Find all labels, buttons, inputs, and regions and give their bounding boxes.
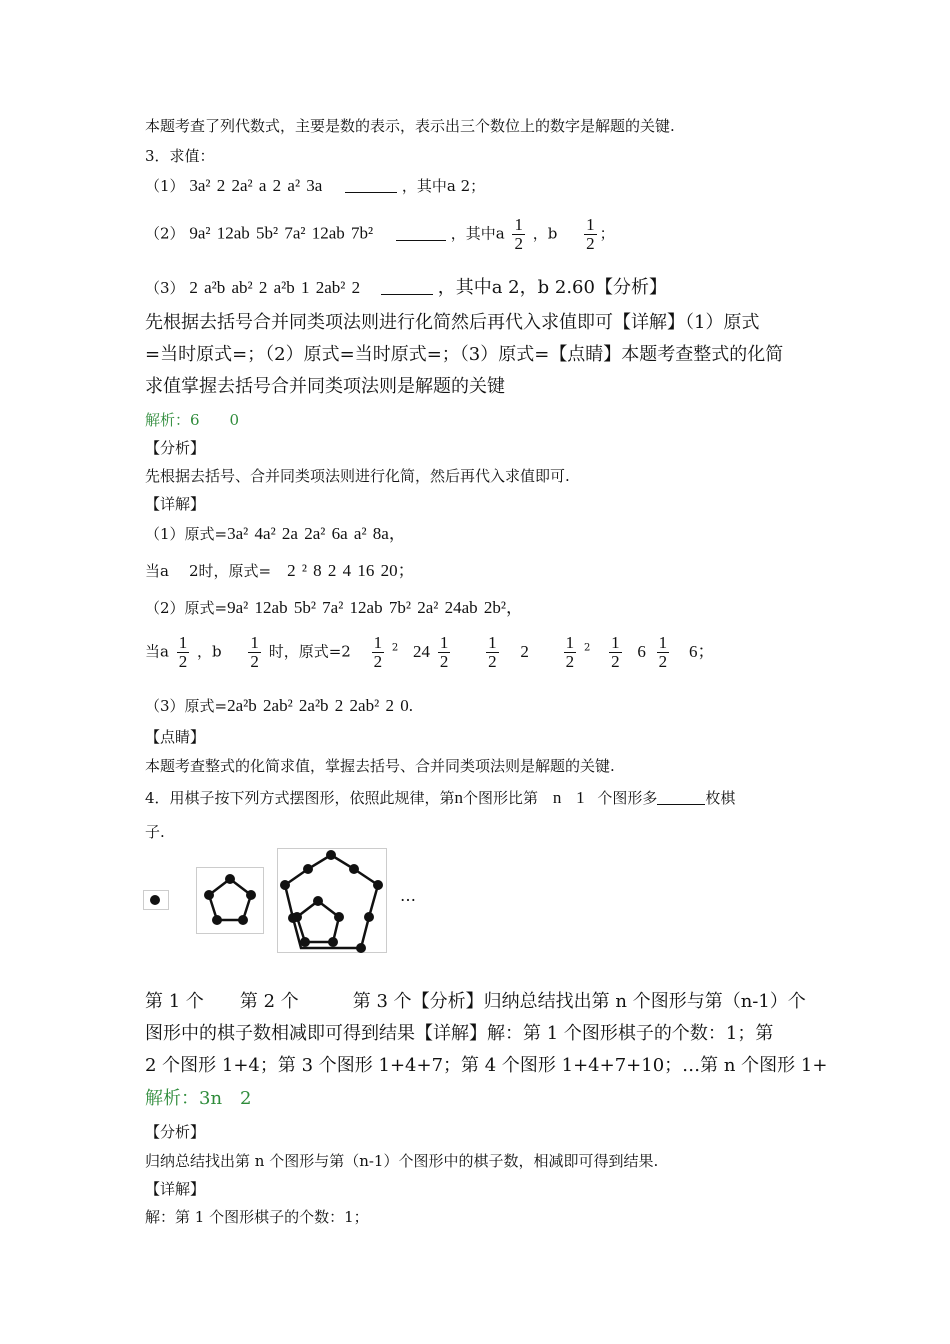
question-3-title: 3．求值： [145, 147, 215, 165]
fraction-half: $\frac{1}{2}$ [373, 633, 383, 671]
answer-blank [381, 280, 433, 295]
analysis-paragraph-4-line-2: 图形中的棋子数相减即可得到结果【详解】解：第 1 个图形棋子的个数：1；第 [145, 1023, 774, 1044]
answer-4: 解析：3n 2 [145, 1088, 252, 1109]
part-label: （1） [145, 177, 185, 195]
fraction-half: $\frac{1}{2}$ [488, 633, 497, 671]
condition: ，其中a 2，b 2.60【分析】 [437, 277, 667, 298]
pentagon-chess-figure [196, 867, 264, 934]
heading-analysis: 【分析】 [145, 439, 206, 457]
question-3-part-3 [145, 276, 667, 300]
fraction-half: $\frac{1}{2}$ [658, 633, 668, 671]
fraction-half: $\frac{1}{2}$ [178, 633, 188, 671]
analysis-paragraph-line-1: 先根据去括号合并同类项法则进行化简然后再代入求值即可【详解】（1）原式 [145, 312, 760, 333]
question-3-part-2: （2） 9a² 12ab 5b² 7a² 12ab 7b² ，其中a $\frac{1}{2}$ ，b $\frac{1}{2}$ ； [145, 215, 615, 253]
expression: 3a² 2 2a² a 2 a² 3a [189, 176, 323, 195]
part-label: （2） [145, 224, 185, 243]
heading-analysis-2: 【分析】 [145, 1123, 206, 1141]
heading-remark: 【点睛】 [145, 728, 206, 746]
expression: 2 a²b ab² 2 a²b 1 2ab² 2 [189, 278, 361, 297]
ellipsis: … [400, 886, 416, 905]
fraction-half: $\frac{1}{2}$ [250, 633, 259, 671]
question-4-line-2: 子. [145, 823, 165, 841]
single-chess-piece-figure [143, 890, 169, 910]
solution-1: （1）原式=3a² 4a² 2a 2a² 6a a² 8a， [145, 524, 406, 543]
condition-b: ，b [532, 224, 558, 243]
analysis-paragraph-4-line-3: 2 个图形 1+4；第 3 个图形 1+4+7；第 4 个图形 1+4+7+10；…第 n 个图形 1+ [145, 1055, 828, 1076]
fraction-half: $\frac{1}{2}$ [514, 215, 523, 253]
fraction-half: $\frac{1}{2}$ [565, 633, 575, 671]
answer-blank [345, 178, 397, 193]
analysis-paragraph-line-2: =当时原式=；（2）原式=当时原式=；（3）原式=【点睛】本题考查整式的化简 [145, 344, 784, 365]
fraction-half: $\frac{1}{2}$ [586, 215, 595, 253]
fraction-half: $\frac{1}{2}$ [611, 633, 620, 671]
analysis-paragraph-4-line-1: 第 1 个 第 2 个 第 3 个【分析】归纳总结找出第 n 个图形与第（n-1）个 [145, 991, 806, 1012]
intro-line: 本题考查了列代数式，主要是数的表示，表示出三个数位上的数字是解题的关键. [145, 117, 675, 135]
expression: 9a² 12ab 5b² 7a² 12ab 7b² [189, 223, 374, 243]
answer-blank [657, 790, 705, 805]
condition: ，其中a 2； [401, 177, 486, 195]
solution-2: （2）原式=9a² 12ab 5b² 7a² 12ab 7b² 2a² 24ab 2b²， [145, 598, 523, 617]
condition-a: ，其中a [450, 224, 505, 243]
answer-blank [396, 226, 446, 241]
nested-pentagon-chess-figure [277, 848, 387, 953]
question-4-line-1: 4．用棋子按下列方式摆图形，依照此规律，第n个图形比第 n 1 个图形多 枚棋 [145, 788, 736, 807]
remark-text: 本题考查整式的化简求值，掌握去括号、合并同类项法则是解题的关键. [145, 757, 615, 775]
solution-3: （3）原式=2a²b 2ab² 2a²b 2 2ab² 2 0. [145, 696, 413, 715]
detail-text-2: 解：第 1 个图形棋子的个数：1； [145, 1208, 369, 1226]
fraction-half: $\frac{1}{2}$ [439, 633, 449, 671]
answer-3: 解析：6 0 [145, 411, 240, 429]
analysis-text-2: 归纳总结找出第 n 个图形与第（n-1）个图形中的棋子数，相减即可得到结果. [145, 1152, 659, 1170]
solution-2-substitute: 当a $\frac{1}{2}$ ，b $\frac{1}{2}$ 时，原式=2 $\frac{1}{2}$ $^2$ 24 $\frac{1}{2}$ $\frac{1}{2}$ 2 $\frac{1}{2}$ $^2$ $\frac{1}{2}$ 6 $\frac{1}{2}$ 6； [145, 633, 715, 671]
heading-detail: 【详解】 [145, 495, 206, 513]
heading-detail-2: 【详解】 [145, 1180, 206, 1198]
part-label: （3） [145, 279, 185, 297]
analysis-paragraph-line-3: 求值掌握去括号合并同类项法则是解题的关键 [145, 376, 505, 397]
question-3-part-1 [145, 176, 485, 196]
analysis-text: 先根据去括号、合并同类项法则进行化简，然后再代入求值即可. [145, 467, 570, 485]
solution-1-substitute: 当a 2时，原式= 2 ² 8 2 4 16 20； [145, 561, 415, 580]
